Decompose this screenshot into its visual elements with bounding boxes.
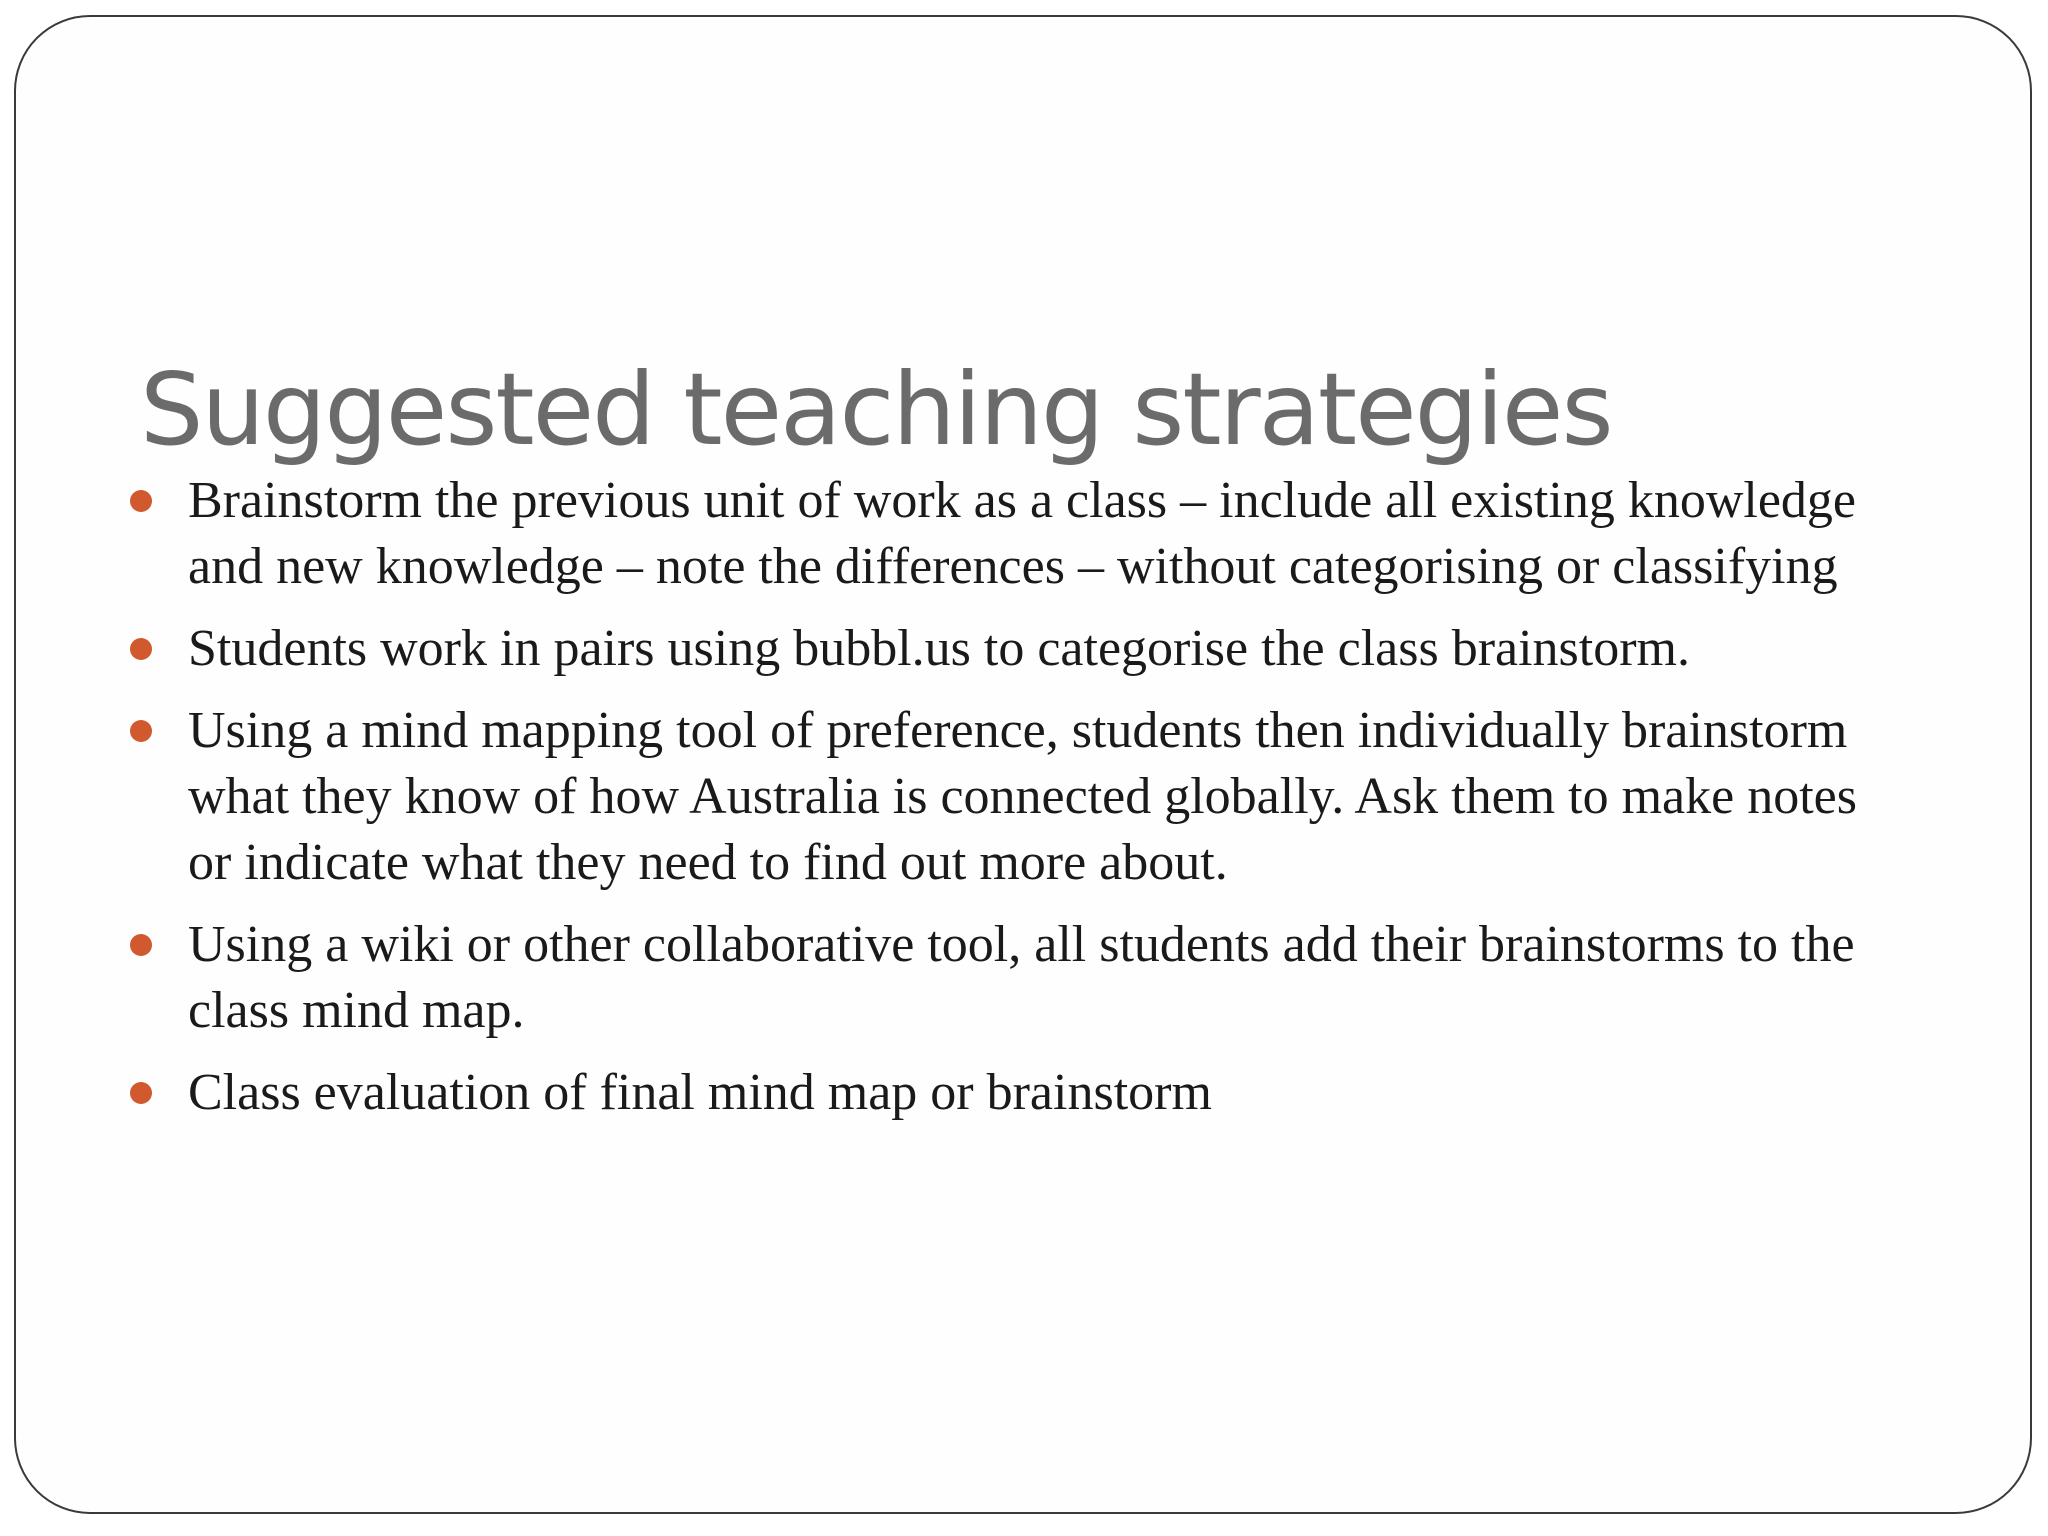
bullet-dot-icon bbox=[130, 638, 152, 660]
bullet-item bbox=[188, 616, 1888, 682]
bullet-item bbox=[188, 698, 1888, 896]
bullet-list bbox=[188, 468, 1888, 1142]
bullet-text: Students work in pairs using bubbl.us to categorise the class brainstorm. bbox=[188, 620, 1691, 677]
bullet-item bbox=[188, 912, 1888, 1044]
bullet-dot-icon bbox=[130, 934, 152, 956]
bullet-text: Using a wiki or other collaborative tool, all students add their brainstorms to the class mind map. bbox=[188, 916, 1855, 1039]
bullet-text: Class evaluation of final mind map or brainstorm bbox=[188, 1064, 1212, 1121]
bullet-dot-icon bbox=[130, 720, 152, 742]
bullet-item bbox=[188, 1060, 1888, 1126]
slide-title: Suggested teaching strategies bbox=[140, 351, 1612, 468]
bullet-item bbox=[188, 468, 1888, 600]
bullet-dot-icon bbox=[130, 1082, 152, 1104]
bullet-text: Using a mind mapping tool of preference, students then individually brainstorm what they know of how Australia is connected globally. Ask them to make notes or indicate what they need to find out more about. bbox=[188, 702, 1857, 891]
bullet-text: Brainstorm the previous unit of work as a class – include all existing knowledge and new knowledge – note the differences – without categorising or classifying bbox=[188, 472, 1856, 595]
bullet-dot-icon bbox=[130, 490, 152, 512]
